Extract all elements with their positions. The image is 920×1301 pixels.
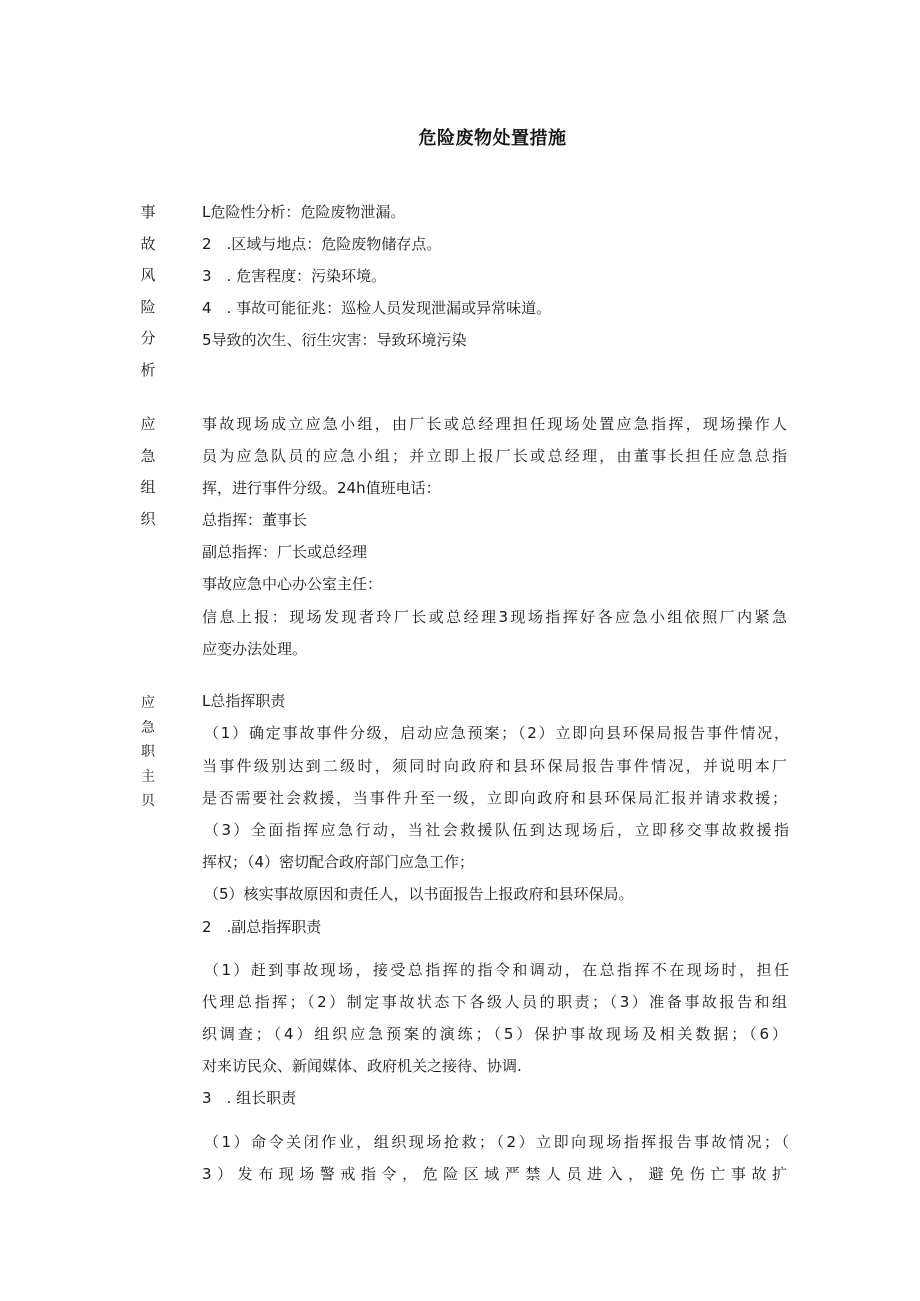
duty-line: （5）核实事故原因和责任人，以书面报告上报政府和县环保局。 bbox=[204, 885, 634, 903]
duty-line: 3）发布现场警戒指令，危险区域严禁人员进入，避免伤亡事故扩 bbox=[202, 1165, 787, 1183]
org-line: 总指挥：董事长 bbox=[202, 511, 308, 529]
org-line: 副总指挥：厂长或总经理 bbox=[202, 543, 368, 561]
duty-line: 代理总指挥；（2）制定事故状态下各级人员的职责；（3）准备事故报告和组 bbox=[202, 993, 787, 1011]
risk-line: 3 . 危害程度：污染环境。 bbox=[202, 267, 387, 285]
label-char: 事 bbox=[140, 203, 156, 221]
label-char: 故 bbox=[140, 234, 156, 253]
duty-line: 3 . 组长职责 bbox=[202, 1089, 297, 1107]
label-char: 应 bbox=[140, 415, 156, 433]
duty-line: L总指挥职责 bbox=[202, 692, 286, 710]
risk-line: 5导致的次生、衍生灾害：导致环境污染 bbox=[202, 331, 467, 349]
org-line: 事故现场成立应急小组，由厂长或总经理担任现场处置应急指挥，现场操作人 bbox=[202, 415, 787, 433]
org-section-label bbox=[139, 409, 157, 535]
risk-line: L危险性分析：危险废物泄漏。 bbox=[202, 203, 406, 221]
label-char: 职 bbox=[141, 744, 155, 760]
duty-line: 是否需要社会救援，当事件升至一级，立即向政府和县环保局汇报并请求救援； bbox=[202, 789, 787, 807]
duty-line: 挥权；（4）密切配合政府部门应急工作； bbox=[202, 853, 475, 871]
duty-line: （1）确定事故事件分级，启动应急预案；（2）立即向县环保局报告事件情况， bbox=[204, 724, 789, 742]
label-char: 分 bbox=[140, 329, 156, 347]
label-char: 织 bbox=[140, 509, 156, 528]
label-char: 贝 bbox=[141, 793, 155, 809]
duty-line: （1）命令关闭作业，组织现场抢救；（2）立即向现场指挥报告事故情况；（ bbox=[204, 1133, 789, 1151]
duty-line: （1）赶到事故现场，接受总指挥的指令和调动，在总指挥不在现场时，担任 bbox=[204, 961, 789, 979]
duty-line: 2 .副总指挥职责 bbox=[202, 918, 322, 936]
org-line: 应变办法处理。 bbox=[202, 640, 308, 658]
label-char: 析 bbox=[140, 360, 156, 379]
org-line: 信息上报：现场发现者玲厂长或总经理3现场指挥好各应急小组依照厂内紧急 bbox=[202, 608, 787, 626]
duty-line: 织调查；（4）组织应急预案的演练；（5）保护事故现场及相关数据；（6） bbox=[202, 1025, 787, 1043]
org-line: 员为应急队员的应急小组；并立即上报厂长或总经理，由董事长担任应急总指 bbox=[202, 447, 787, 465]
org-line: 事故应急中心办公室主任： bbox=[202, 575, 383, 593]
label-char: 主 bbox=[141, 768, 155, 785]
label-char: 急 bbox=[140, 446, 156, 465]
org-line: 挥，进行事件分级。24h值班电话： bbox=[202, 479, 441, 497]
risk-line: 4 . 事故可能征兆：巡检人员发现泄漏或异常味道。 bbox=[202, 299, 552, 317]
label-char: 组 bbox=[140, 478, 156, 496]
risk-section-label bbox=[139, 197, 157, 386]
risk-line: 2 .区域与地点：危险废物储存点。 bbox=[202, 235, 442, 253]
duty-line: 当事件级别达到二级时，须同时向政府和县环保局报告事件情况，并说明本厂 bbox=[202, 757, 787, 775]
page-title: 危险废物处置措施 bbox=[418, 128, 567, 149]
label-char: 风 bbox=[140, 266, 156, 284]
label-char: 险 bbox=[140, 297, 156, 316]
duty-line: 对来访民众、新闻媒体、政府机关之接待、协调. bbox=[202, 1057, 522, 1075]
label-char: 急 bbox=[141, 719, 155, 736]
duty-section-label bbox=[139, 691, 157, 814]
label-char: 应 bbox=[141, 695, 155, 711]
duty-line: （3）全面指挥应急行动，当社会救援队伍到达现场后，立即移交事故救援指 bbox=[204, 821, 789, 839]
